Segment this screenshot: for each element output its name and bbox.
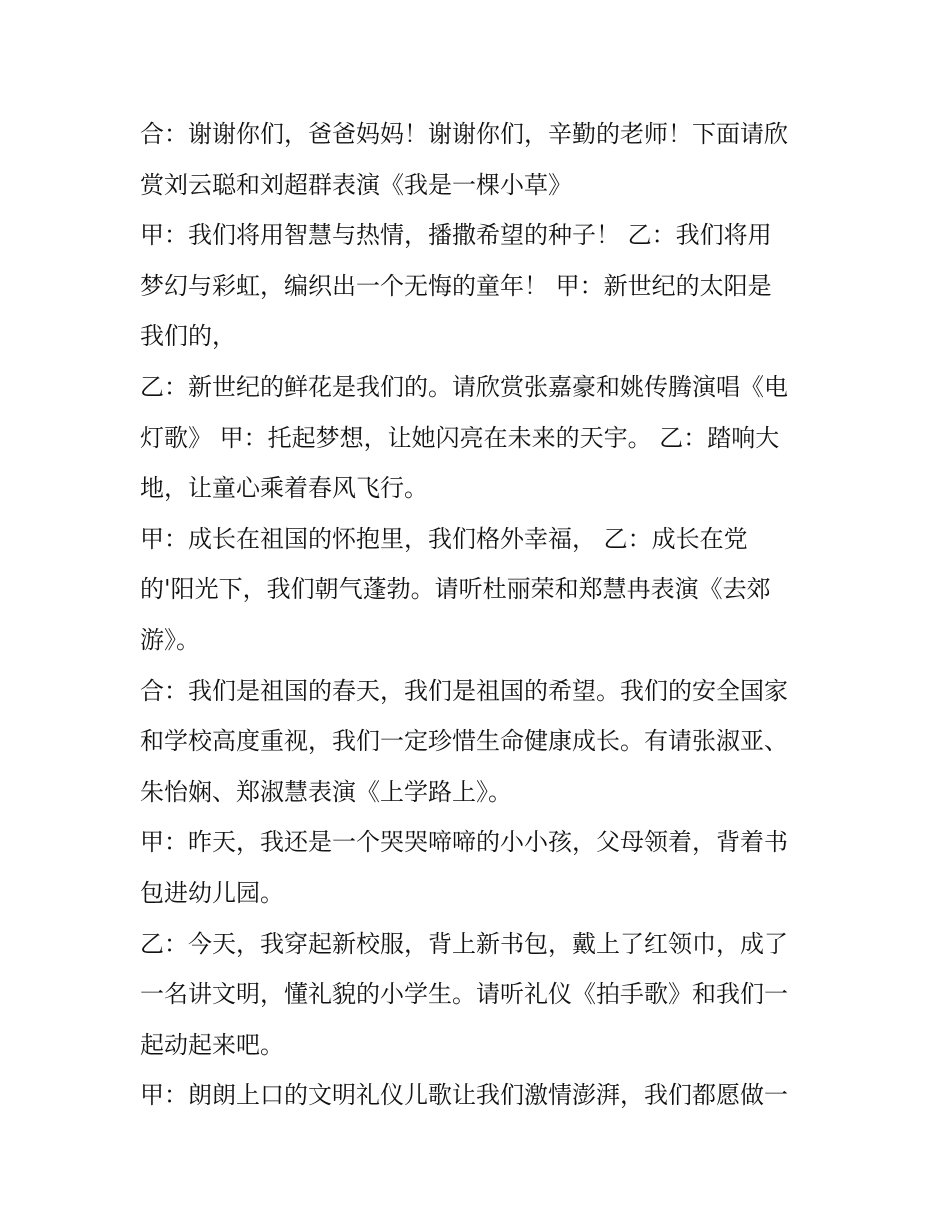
text-line: 合：我们是祖国的春天，我们是祖国的希望。我们的安全国家 <box>140 676 788 705</box>
text-line: 我们的， <box>140 322 236 351</box>
text-line: 一名讲文明，懂礼貌的小学生。请听礼仪《拍手歌》和我们一 <box>140 980 788 1009</box>
text-line: 的'阳光下，我们朝气蓬勃。请听杜丽荣和郑慧冉表演《去郊 <box>140 575 771 604</box>
text-line: 游》。 <box>140 625 200 654</box>
text-line: 灯歌》 甲：托起梦想，让她闪亮在未来的天宇。 乙：踏响大 <box>140 423 780 452</box>
text-line: 朱怡娴、郑淑慧表演《上学路上》。 <box>140 777 512 806</box>
script-text <box>140 109 830 1121</box>
text-line: 甲：朗朗上口的文明礼仪儿歌让我们激情澎湃，我们都愿做一 <box>140 1081 788 1110</box>
text-line: 起动起来吧。 <box>140 1030 284 1059</box>
text-line: 和学校高度重视，我们一定珍惜生命健康成长。有请张淑亚、 <box>140 727 788 756</box>
text-line: 甲：昨天，我还是一个哭哭啼啼的小小孩，父母领着，背着书 <box>140 828 788 857</box>
text-line: 甲：成长在祖国的怀抱里，我们格外幸福， 乙：成长在党 <box>140 524 748 553</box>
text-line: 乙：新世纪的鲜花是我们的。请欣赏张嘉豪和姚传腾演唱《电 <box>140 372 788 401</box>
text-line: 包进幼儿园。 <box>140 878 284 907</box>
text-line: 甲：我们将用智慧与热情，播撒希望的种子！ 乙：我们将用 <box>140 221 772 250</box>
text-line: 乙：今天，我穿起新校服，背上新书包，戴上了红领巾，成了 <box>140 929 788 958</box>
text-line: 梦幻与彩虹，编织出一个无悔的童年！ 甲：新世纪的太阳是 <box>140 271 772 300</box>
text-line: 地，让童心乘着春风飞行。 <box>140 474 428 503</box>
text-line: 合：谢谢你们，爸爸妈妈！谢谢你们，辛勤的老师！下面请欣 <box>140 120 788 148</box>
text-line: 赏刘云聪和刘超群表演《我是一棵小草》 <box>140 170 572 199</box>
